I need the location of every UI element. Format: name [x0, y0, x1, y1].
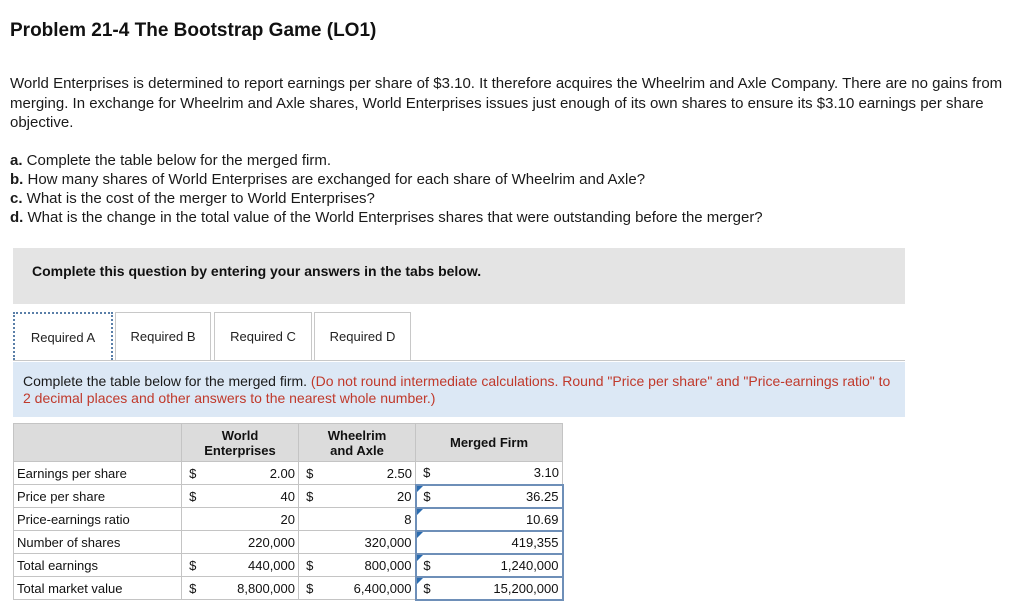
currency-symbol: $ — [182, 485, 204, 508]
currency-symbol: $ — [182, 462, 204, 485]
row-label: Number of shares — [14, 531, 182, 554]
world-value: 20 — [204, 508, 299, 531]
merged-shares-blank[interactable] — [416, 531, 438, 554]
question-text: How many shares of World Enterprises are exchanged for each share of Wheelrim and Axle? — [23, 171, 646, 188]
table-row — [14, 577, 563, 600]
question-letter: c. — [10, 190, 23, 207]
question-text: Complete the table below for the merged firm. — [22, 152, 331, 169]
merged-earnings-input[interactable]: 1,240,000 — [438, 554, 563, 577]
currency-symbol: $ — [299, 485, 321, 508]
question-text: What is the cost of the merger to World Enterprises? — [22, 190, 375, 207]
currency-symbol: $ — [182, 554, 204, 577]
row-label: Total market value — [14, 577, 182, 600]
tab-required-a[interactable]: Required A — [13, 312, 113, 360]
table-row — [14, 508, 563, 531]
wheelrim-value: 800,000 — [321, 554, 416, 577]
wheelrim-value: 2.50 — [321, 462, 416, 485]
currency-symbol: $ — [416, 462, 438, 485]
currency-symbol: $ — [299, 462, 321, 485]
question-letter: a. — [10, 152, 23, 169]
instruction-main: Complete the table below for the merged firm. — [23, 373, 308, 389]
question-b — [10, 170, 1010, 189]
tab-divider — [13, 360, 905, 361]
world-value: 40 — [204, 485, 299, 508]
merged-price-currency[interactable]: $ — [416, 485, 438, 508]
currency-symbol — [299, 508, 321, 531]
tab-required-d[interactable]: Required D — [314, 312, 411, 360]
merged-market-value-input[interactable]: 15,200,000 — [438, 577, 563, 600]
question-a — [10, 151, 1010, 170]
currency-symbol — [299, 531, 321, 554]
header-wheelrim-axle: Wheelrim and Axle — [299, 424, 416, 462]
row-label: Earnings per share — [14, 462, 182, 485]
wheelrim-value: 320,000 — [321, 531, 416, 554]
table-row — [14, 531, 563, 554]
merged-pe-input[interactable]: 10.69 — [438, 508, 563, 531]
question-d — [10, 208, 1010, 227]
currency-symbol — [182, 531, 204, 554]
merged-value-currency[interactable]: $ — [416, 577, 438, 600]
merged-shares-input[interactable]: 419,355 — [438, 531, 563, 554]
banner-text: Complete this question by entering your answers in the tabs below. — [32, 263, 482, 279]
problem-title: Problem 21-4 The Bootstrap Game (LO1) — [10, 20, 377, 41]
table-row — [14, 462, 563, 485]
question-letter: d. — [10, 209, 24, 226]
instruction-text — [23, 373, 893, 407]
table-row — [14, 554, 563, 577]
wheelrim-value: 6,400,000 — [321, 577, 416, 600]
problem-intro: World Enterprises is determined to report earnings per share of $3.10. It therefore acquires the Wheelrim and Axle Company. There are no gains from merging. In exchange for Wheelrim and Axle shares, World Enterprises issues just enough of its own shares to ensure its $3.10 earnings per share objective. — [10, 75, 1003, 131]
row-label: Price-earnings ratio — [14, 508, 182, 531]
table-row — [14, 485, 563, 508]
instruction-note: (Do not round intermediate calculations. Round "Price per share" and "Price-earnings ratio" to 2 decimal places and other answers to the nearest whole number.) — [23, 373, 891, 406]
merged-value: 3.10 — [438, 462, 563, 485]
wheelrim-value: 8 — [321, 508, 416, 531]
table-header-row — [14, 424, 563, 462]
world-value: 440,000 — [204, 554, 299, 577]
world-value: 8,800,000 — [204, 577, 299, 600]
merged-earnings-currency[interactable]: $ — [416, 554, 438, 577]
merger-table — [13, 423, 564, 601]
merged-price-input[interactable]: 36.25 — [438, 485, 563, 508]
currency-symbol: $ — [299, 554, 321, 577]
currency-symbol: $ — [182, 577, 204, 600]
row-label: Total earnings — [14, 554, 182, 577]
question-text: What is the change in the total value of the World Enterprises shares that were outstanding before the merger? — [23, 209, 763, 226]
tab-required-b[interactable]: Required B — [115, 312, 211, 360]
tab-instruction — [13, 362, 905, 417]
instruction-banner — [13, 248, 905, 304]
question-c — [10, 189, 1010, 208]
currency-symbol — [182, 508, 204, 531]
wheelrim-value: 20 — [321, 485, 416, 508]
header-blank — [14, 424, 182, 462]
row-label: Price per share — [14, 485, 182, 508]
merged-pe-blank[interactable] — [416, 508, 438, 531]
tab-required-c[interactable]: Required C — [214, 312, 312, 360]
question-letter: b. — [10, 171, 24, 188]
question-list — [10, 151, 1010, 227]
header-world-enterprises: World Enterprises — [182, 424, 299, 462]
world-value: 2.00 — [204, 462, 299, 485]
header-merged-firm: Merged Firm — [416, 424, 563, 462]
world-value: 220,000 — [204, 531, 299, 554]
currency-symbol: $ — [299, 577, 321, 600]
